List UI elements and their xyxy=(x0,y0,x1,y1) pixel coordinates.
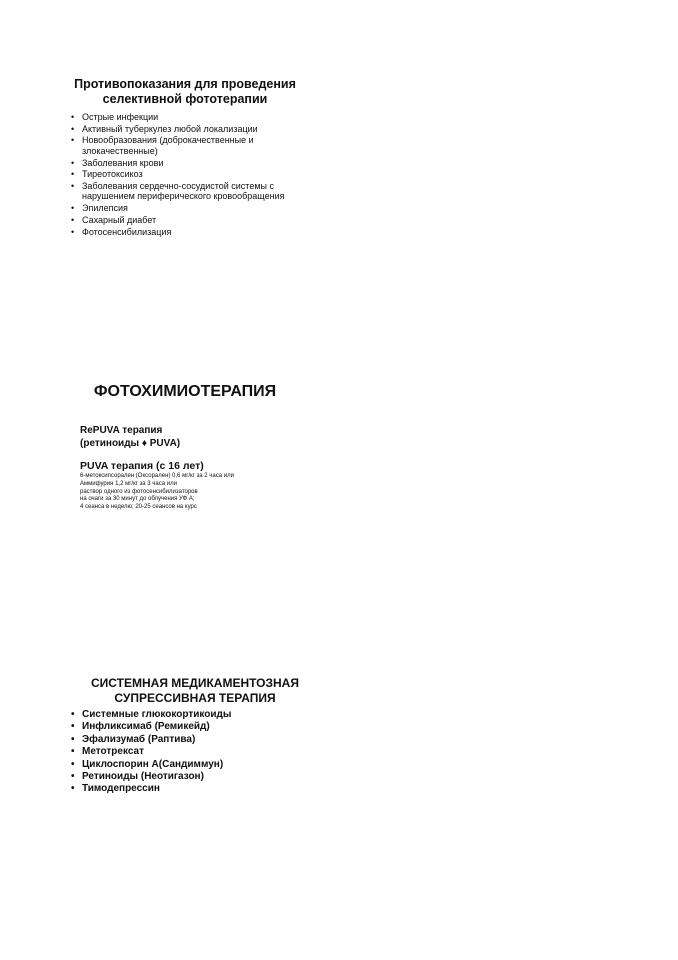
list-item-text: злокачественные) xyxy=(82,145,158,156)
list-item-text: нарушением периферического кровообращения xyxy=(82,191,285,202)
list-item-text: • Новообразования (доброкачественные и xyxy=(82,135,254,146)
photochemotherapy-title: ФОТОХИМИОТЕРАПИЯ xyxy=(93,383,277,400)
title-line: Противопоказания для проведения xyxy=(74,77,296,91)
list-item: • Циклоспорин А(Сандиммун) xyxy=(70,759,231,771)
list-item: • Инфликсимаб (Ремикейд) xyxy=(70,721,231,733)
list-item: • Эфализумаб (Раптива) xyxy=(70,734,231,746)
list-item xyxy=(70,181,300,202)
list-item xyxy=(70,158,300,169)
contraindications-title xyxy=(60,77,310,107)
list-item xyxy=(70,124,300,135)
puva-heading: PUVA терапия (с 16 лет) xyxy=(80,460,204,472)
list-item xyxy=(70,203,300,214)
list-item: • Ретиноиды (Неотигазон) xyxy=(70,771,231,783)
puva-description xyxy=(80,473,320,512)
title-line: СИСТЕМНАЯ МЕДИКАМЕНТОЗНАЯ xyxy=(91,676,299,690)
contraindications-list xyxy=(70,112,300,238)
list-item-text: • Сахарный диабет xyxy=(82,214,157,225)
title-line: селективной фототерапии xyxy=(102,92,268,106)
list-item-text: • Тиреотоксикоз xyxy=(82,169,143,180)
list-item: • Тимодепрессин xyxy=(70,783,231,795)
list-item xyxy=(70,112,300,123)
list-item-text: • Активный туберкулез любой локализации xyxy=(82,123,258,134)
list-item xyxy=(70,227,300,238)
list-item xyxy=(70,215,300,226)
list-item-text: • Фотосенсибилизация xyxy=(82,226,172,237)
list-item-text: • Заболевания сердечно-сосудистой системы с xyxy=(82,180,274,191)
repuva-line: RePUVA терапия xyxy=(80,425,163,436)
puva-text-line: 4 сеанса в неделю; 20-25 сеансов на курс xyxy=(80,504,197,511)
list-item-text: • Эпилепсия xyxy=(82,203,128,214)
list-item-text: • Заболевания крови xyxy=(82,157,164,168)
systemic-therapy-list xyxy=(70,709,231,796)
puva-text-line: раствор одного из фотосенсибилизаторов xyxy=(80,488,198,495)
systemic-therapy-title xyxy=(60,676,330,705)
puva-text-line: 6-метоксипсорален (Оксорален) 0,6 мг/кг за 2 часа или xyxy=(80,473,234,479)
list-item xyxy=(70,169,300,180)
list-item: • Системные глюкокортикоиды xyxy=(70,709,231,721)
repuva-line: (ретиноиды ♦ PUVA) xyxy=(80,437,181,449)
list-item: • Метотрексат xyxy=(70,746,231,758)
repuva-heading xyxy=(80,425,180,450)
list-item xyxy=(70,135,300,156)
puva-text-line: на очаги за 30 минут до облучения УФ А; xyxy=(80,496,195,503)
title-line: СУПРЕССИВНАЯ ТЕРАПИЯ xyxy=(114,690,276,705)
list-item-text: • Острые инфекции xyxy=(82,112,159,122)
puva-text-line: Аммифурин 1,2 мг/кг за 3 часа или xyxy=(80,480,177,487)
